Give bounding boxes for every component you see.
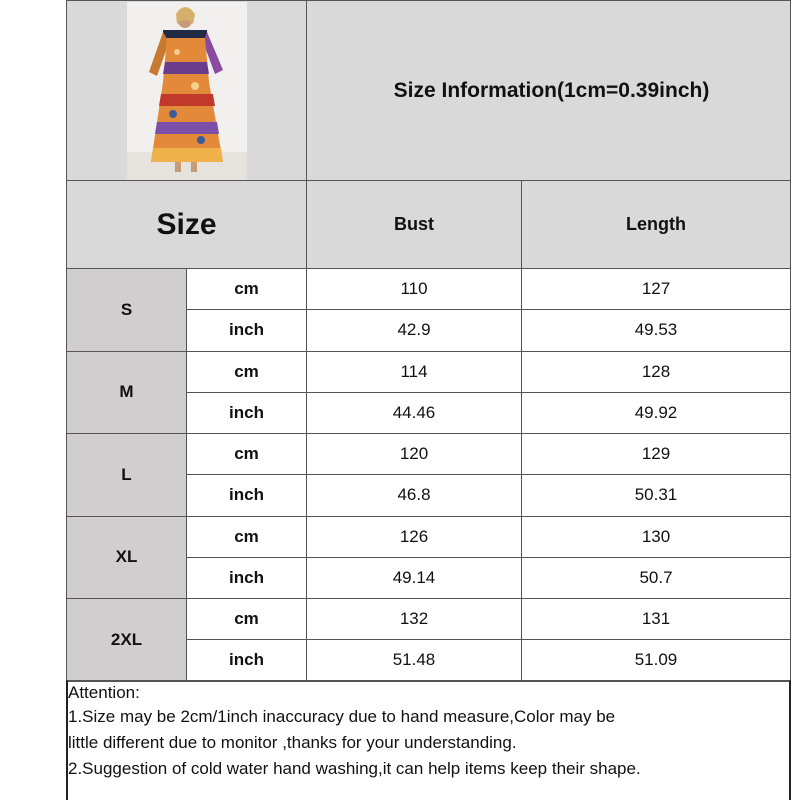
unit-label-cell bbox=[186, 474, 307, 516]
length-header: Length bbox=[626, 214, 686, 234]
length-value: 49.53 bbox=[634, 320, 678, 340]
attention-line-1: 1.Size may be 2cm/1inch inaccuracy due to hand measure,Color may be bbox=[68, 707, 616, 726]
unit-label-cell bbox=[186, 598, 307, 640]
size-label: L bbox=[121, 464, 132, 484]
attention-heading: Attention: bbox=[68, 683, 140, 702]
length-value-cell bbox=[521, 268, 791, 310]
bust-value-cell bbox=[306, 598, 522, 640]
bust-header: Bust bbox=[394, 214, 434, 234]
attention-line-3: 2.Suggestion of cold water hand washing,it can help items keep their shape. bbox=[68, 759, 641, 778]
size-header-cell bbox=[66, 180, 307, 269]
bust-value: 42.9 bbox=[397, 320, 431, 340]
length-value-cell bbox=[521, 433, 791, 475]
unit-label-cell bbox=[186, 268, 307, 310]
bust-value: 126 bbox=[399, 526, 429, 546]
unit-label: inch bbox=[229, 402, 264, 422]
length-value-cell bbox=[521, 392, 791, 434]
size-label: S bbox=[120, 299, 133, 319]
length-value-cell bbox=[521, 557, 791, 599]
length-value: 50.7 bbox=[639, 567, 673, 587]
size-label-cell bbox=[66, 433, 187, 517]
length-value: 129 bbox=[641, 444, 671, 464]
size-label-cell bbox=[66, 268, 187, 352]
size-label: 2XL bbox=[110, 629, 143, 649]
size-info-title: Size Information(1cm=0.39inch) bbox=[393, 78, 710, 102]
bust-value-cell bbox=[306, 516, 522, 558]
size-label-cell bbox=[66, 598, 187, 682]
unit-label: inch bbox=[229, 650, 264, 670]
length-value: 127 bbox=[641, 279, 671, 299]
unit-label-cell bbox=[186, 351, 307, 393]
unit-label: inch bbox=[229, 485, 264, 505]
bust-value: 44.46 bbox=[392, 402, 436, 422]
unit-label-cell bbox=[186, 557, 307, 599]
length-value: 131 bbox=[641, 609, 671, 629]
unit-label: cm bbox=[234, 609, 259, 629]
bust-value: 132 bbox=[399, 609, 429, 629]
size-label-cell bbox=[66, 516, 187, 600]
bust-header-cell bbox=[306, 180, 522, 269]
unit-label: cm bbox=[234, 444, 259, 464]
unit-label: inch bbox=[229, 567, 264, 587]
length-value-cell bbox=[521, 474, 791, 516]
size-label: M bbox=[119, 382, 134, 402]
bust-value-cell bbox=[306, 557, 522, 599]
bust-value-cell bbox=[306, 351, 522, 393]
dress-model-photo bbox=[127, 2, 247, 180]
bust-value: 110 bbox=[400, 279, 428, 299]
size-label-cell bbox=[66, 351, 187, 435]
unit-label-cell bbox=[186, 433, 307, 475]
bust-value: 114 bbox=[400, 361, 428, 381]
length-value-cell bbox=[521, 351, 791, 393]
bust-value-cell bbox=[306, 639, 522, 681]
unit-label: cm bbox=[234, 526, 259, 546]
bust-value-cell bbox=[306, 392, 522, 434]
unit-label: cm bbox=[234, 361, 259, 381]
attention-notes bbox=[68, 682, 788, 782]
unit-label: cm bbox=[234, 279, 259, 299]
length-value: 49.92 bbox=[634, 402, 678, 422]
attention-line-2: little different due to monitor ,thanks for your understanding. bbox=[68, 733, 517, 752]
bust-value-cell bbox=[306, 474, 522, 516]
product-image-cell bbox=[66, 0, 307, 181]
length-header-cell bbox=[521, 180, 791, 269]
bust-value-cell bbox=[306, 268, 522, 310]
length-value-cell bbox=[521, 639, 791, 681]
length-value: 51.09 bbox=[634, 650, 678, 670]
unit-label-cell bbox=[186, 392, 307, 434]
length-value-cell bbox=[521, 309, 791, 351]
bust-value: 120 bbox=[399, 444, 429, 464]
unit-label-cell bbox=[186, 639, 307, 681]
unit-label-cell bbox=[186, 309, 307, 351]
bust-value: 49.14 bbox=[392, 567, 436, 587]
size-header: Size bbox=[156, 207, 217, 241]
length-value: 50.31 bbox=[634, 485, 678, 505]
size-info-title-cell bbox=[306, 0, 791, 181]
bust-value-cell bbox=[306, 433, 522, 475]
bust-value-cell bbox=[306, 309, 522, 351]
length-value: 130 bbox=[641, 526, 671, 546]
bust-value: 51.48 bbox=[392, 650, 436, 670]
length-value-cell bbox=[521, 598, 791, 640]
length-value: 128 bbox=[641, 361, 671, 381]
length-value-cell bbox=[521, 516, 791, 558]
size-label: XL bbox=[115, 547, 138, 567]
unit-label: inch bbox=[229, 320, 264, 340]
bust-value: 46.8 bbox=[397, 485, 431, 505]
unit-label-cell bbox=[186, 516, 307, 558]
